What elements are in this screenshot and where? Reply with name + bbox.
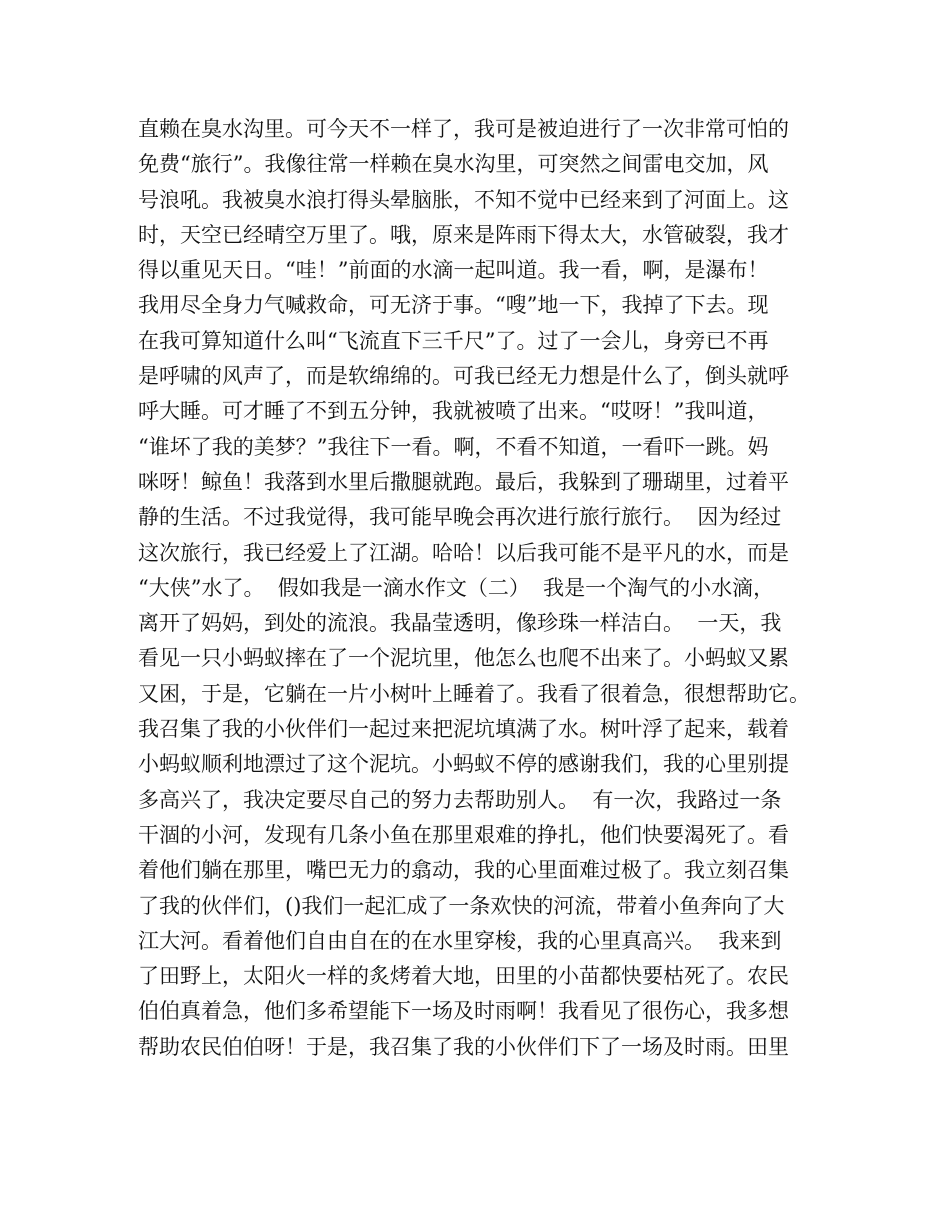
text-line-4: 时，天空已经晴空万里了。哦，原来是阵雨下得太大，水管破裂，我才	[138, 222, 789, 247]
text-line-2: 免费“旅行”。我像往常一样赖在臭水沟里，可突然之间雷电交加，风	[138, 152, 769, 177]
text-line-9: 呼大睡。可才睡了不到五分钟，我就被喷了出来。“哎呀！”我叫道，	[138, 399, 769, 424]
text-line-27: 帮助农民伯伯呀！于是，我召集了我的小伙伴们下了一场及时雨。田里	[138, 1034, 789, 1059]
text-line-6: 我用尽全身力气喊救命，可无济于事。“嗖”地一下，我掉了下去。现	[138, 293, 769, 318]
text-line-25: 了田野上，太阳火一样的炙烤着大地，田里的小苗都快要枯死了。农民	[138, 964, 789, 989]
text-line-16: 看见一只小蚂蚁摔在了一个泥坑里，他怎么也爬不出来了。小蚂蚁又累	[138, 646, 789, 671]
text-line-1: 直赖在臭水沟里。可今天不一样了，我可是被迫进行了一次非常可怕的	[138, 117, 789, 141]
text-line-8: 是呼啸的风声了，而是软绵绵的。可我已经无力想是什么了，倒头就呼	[138, 364, 789, 389]
body-text	[138, 112, 828, 1065]
text-line-23: 了我的伙伴们，()我们一起汇成了一条欢快的河流，带着小鱼奔向了大	[138, 893, 785, 918]
text-line-20: 多高兴了，我决定要尽自己的努力去帮助别人。 有一次，我路过一条	[138, 787, 782, 812]
text-line-10: “谁坏了我的美梦？”我往下一看。啊，不看不知道，一看吓一跳。妈	[138, 434, 769, 459]
text-line-22: 着他们躺在那里，嘴巴无力的翕动，我的心里面难过极了。我立刻召集	[138, 858, 789, 883]
text-line-11: 咪呀！鲸鱼！我落到水里后撒腿就跑。最后，我躲到了珊瑚里，过着平	[138, 469, 789, 494]
text-line-3: 号浪吼。我被臭水浪打得头晕脑胀，不知不觉中已经来到了河面上。这	[138, 187, 789, 212]
text-line-17: 又困，于是，它躺在一片小树叶上睡着了。我看了很着急，很想帮助它。	[138, 681, 810, 706]
text-line-19: 小蚂蚁顺利地漂过了这个泥坑。小蚂蚁不停的感谢我们，我的心里别提	[138, 752, 789, 777]
text-line-24: 江大河。看着他们自由自在的在水里穿梭，我的心里真高兴。 我来到	[138, 928, 782, 953]
text-line-7: 在我可算知道什么叫“飞流直下三千尺”了。过了一会儿，身旁已不再	[138, 328, 769, 353]
text-line-18: 我召集了我的小伙伴们一起过来把泥坑填满了水。树叶浮了起来，载着	[138, 717, 789, 742]
text-line-26: 伯伯真着急，他们多希望能下一场及时雨啊！我看见了很伤心，我多想	[138, 999, 789, 1024]
text-line-5: 得以重见天日。“哇！”前面的水滴一起叫道。我一看，啊，是瀑布！	[138, 258, 769, 283]
text-line-21: 干涸的小河，发现有几条小鱼在那里艰难的挣扎，他们快要渴死了。看	[138, 822, 789, 847]
text-line-12: 静的生活。不过我觉得，我可能早晚会再次进行旅行旅行。 因为经过	[138, 505, 782, 530]
text-line-14: “大侠”水了。 假如我是一滴水作文（二） 我是一个淘气的小水滴，	[138, 575, 775, 600]
text-line-13: 这次旅行，我已经爱上了江湖。哈哈！以后我可能不是平凡的水，而是	[138, 540, 789, 565]
text-line-15: 离开了妈妈，到处的流浪。我晶莹透明，像珍珠一样洁白。 一天，我	[138, 611, 782, 636]
